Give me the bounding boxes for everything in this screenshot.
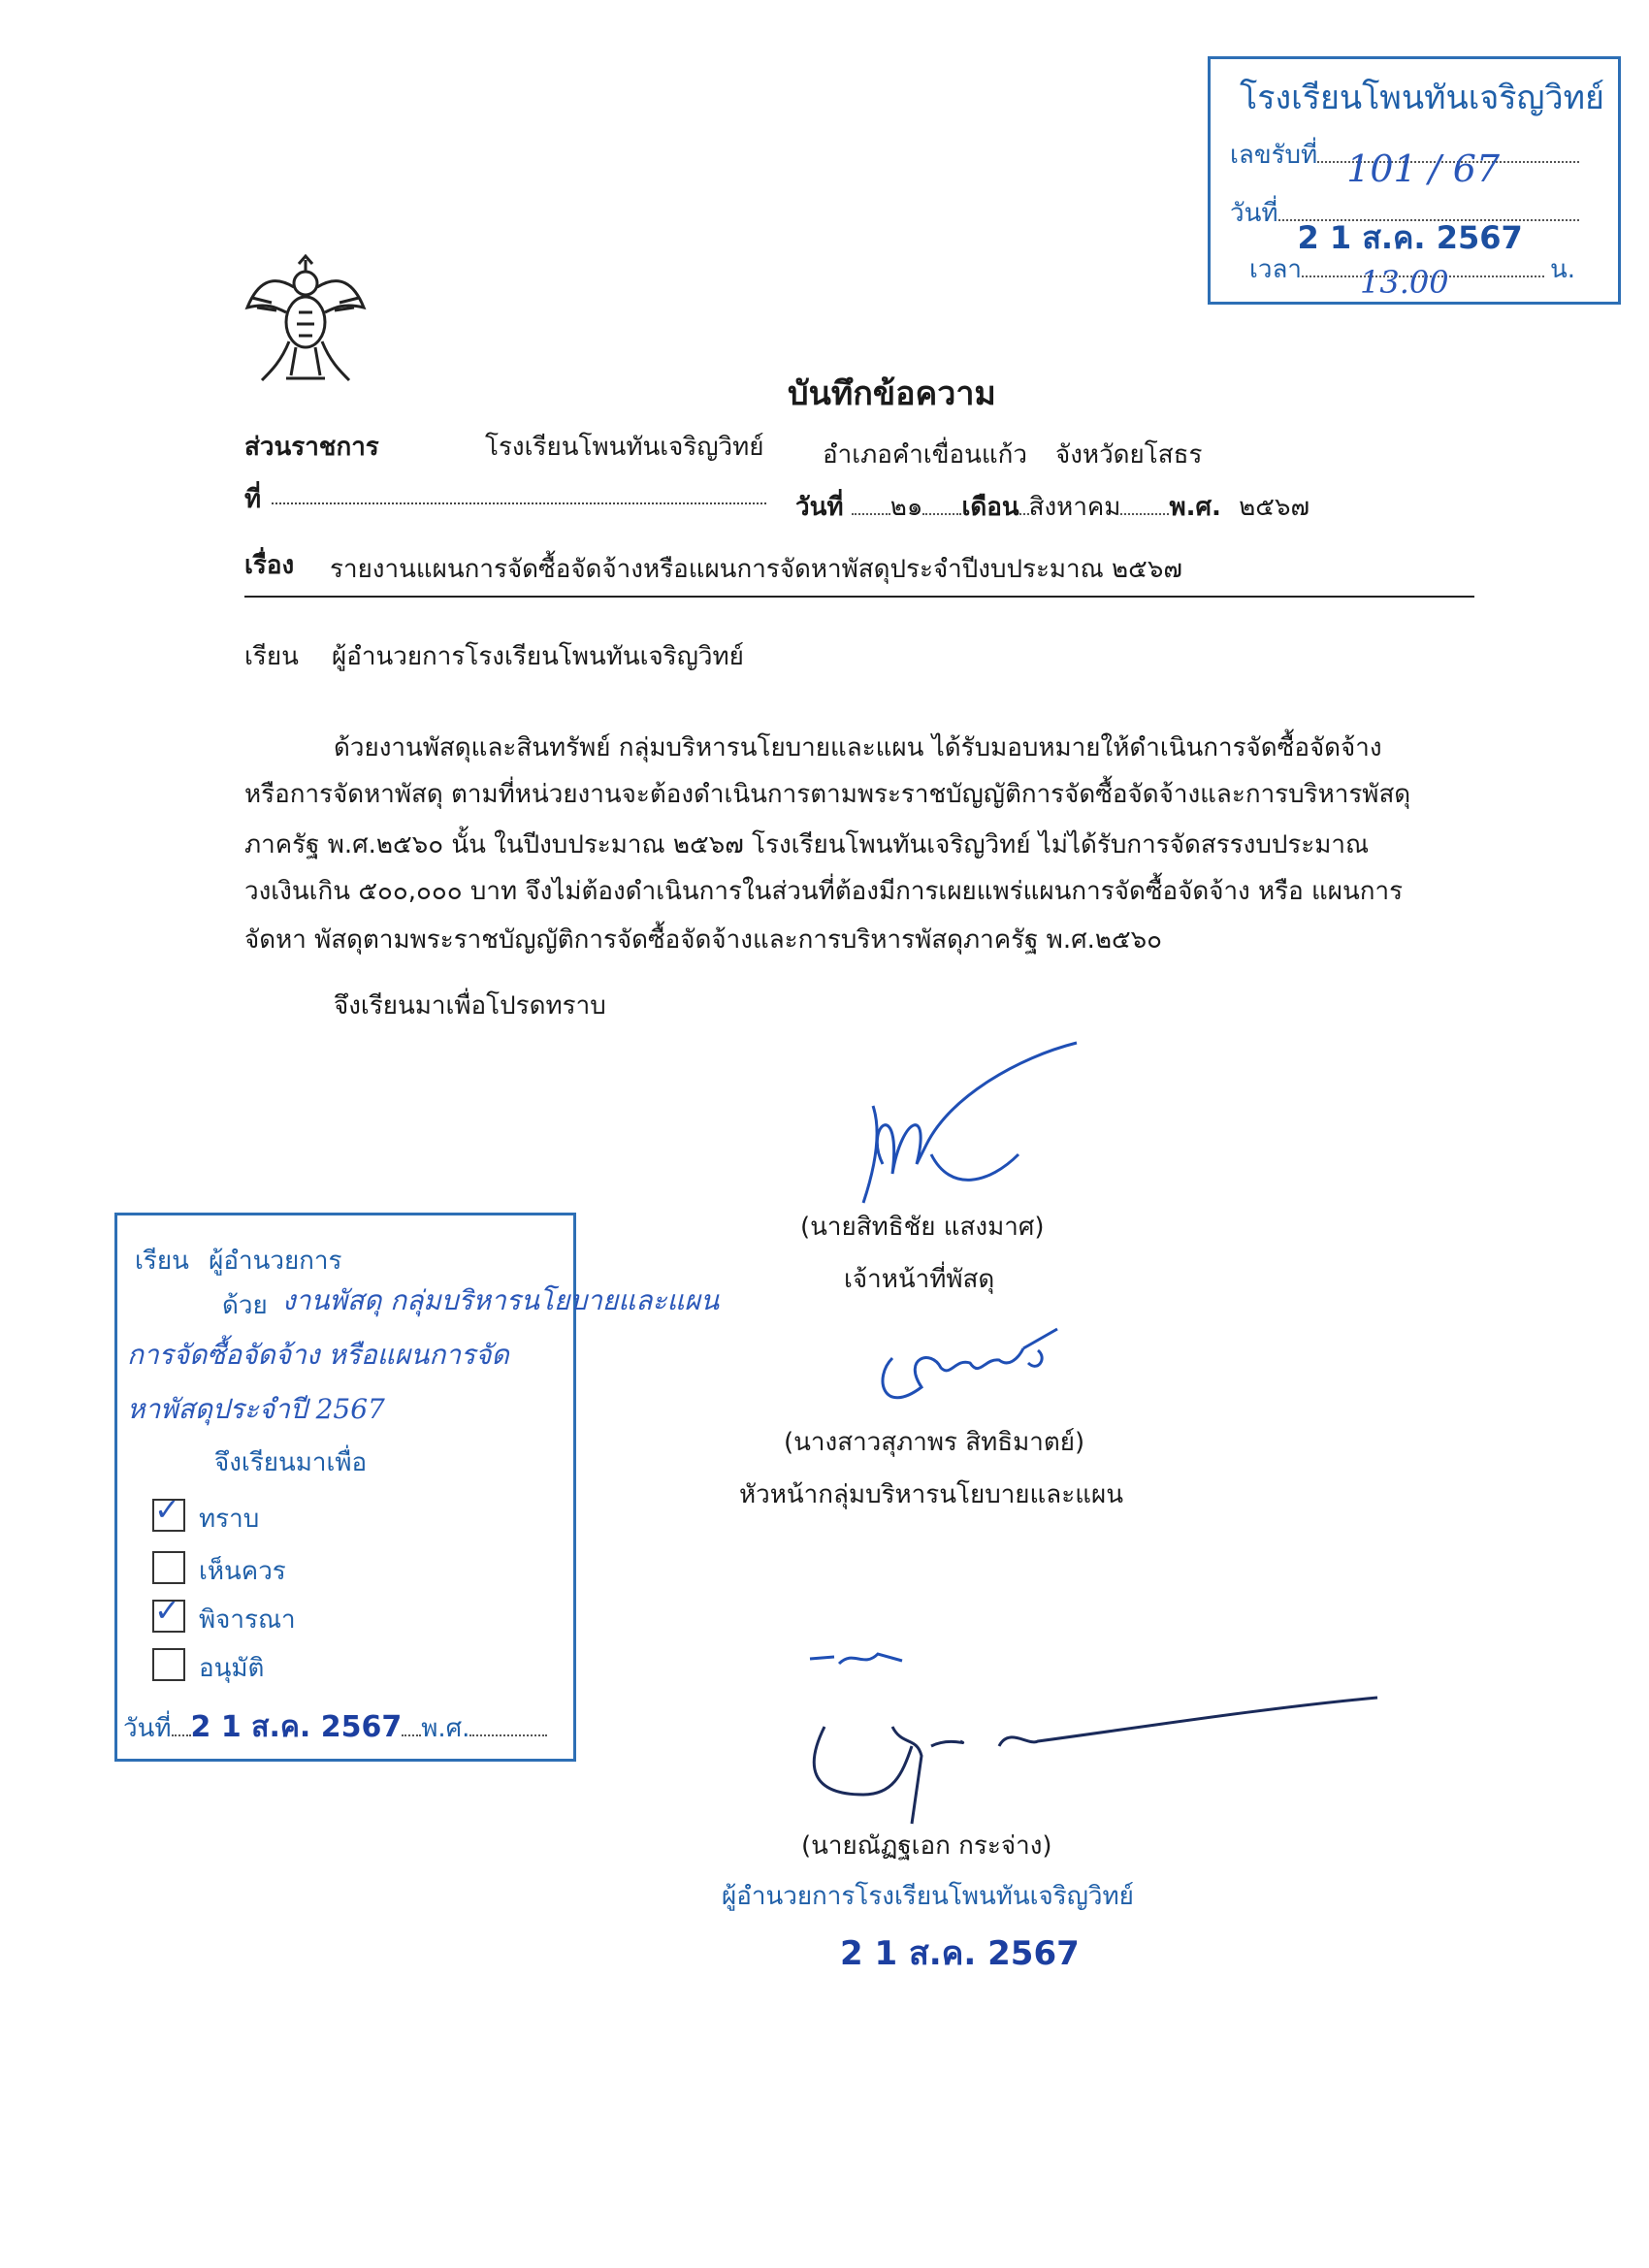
body-line-3: ภาครัฐ พ.ศ.๒๕๖๐ นั้น ในปีงบประมาณ ๒๕๖๗ โรงเรียนโพนทันเจริญวิทย์ ไม่ได้รับการจัดสรรงบประมาณ <box>244 830 1370 859</box>
receive-number-value: 101 / 67 <box>1346 147 1501 190</box>
memo-date-label: วันที่ <box>795 493 844 522</box>
option-label-consider: พิจารณา <box>199 1605 296 1635</box>
signatory-2-position: หัวหน้ากลุ่มบริหารนโยบายและแผน <box>739 1480 1123 1509</box>
option-check-consider: ✓ <box>154 1592 180 1629</box>
signatory-3-position: ผู้อำนวยการโรงเรียนโพนทันเจริญวิทย์ <box>722 1882 1134 1911</box>
director-stamp <box>114 1213 720 1762</box>
garuda-emblem <box>242 254 369 390</box>
memo-month-label: เดือน <box>961 493 1019 522</box>
stamp-handwritten-3: หาพัสดุประจำปี 2567 <box>127 1393 385 1425</box>
receive-number-row <box>1230 135 1579 190</box>
signatory-1-position: เจ้าหน้าที่พัสดุ <box>844 1265 995 1294</box>
receive-time-row <box>1249 249 1576 301</box>
province: จังหวัดยโสธร <box>1055 440 1203 470</box>
option-label-recommend: เห็นควร <box>199 1557 286 1586</box>
receive-time-unit: น. <box>1550 255 1576 284</box>
stamp-to: ผู้อำนวยการ <box>209 1247 342 1276</box>
body-line-1: ด้วยงานพัสดุและสินทรัพย์ กลุ่มบริหารนโยบายและแผน ได้รับมอบหมายให้ดำเนินการจัดซื้อจัดจ้าง <box>334 733 1382 762</box>
receive-time-label: เวลา <box>1249 255 1303 284</box>
option-label-acknowledge: ทราบ <box>199 1505 260 1534</box>
signatory-2-name: (นางสาวสุภาพร สิทธิมาตย์) <box>784 1428 1085 1457</box>
option-check-acknowledge: ✓ <box>154 1491 180 1528</box>
ref-dots <box>272 502 766 504</box>
body-line-5: จัดหา พัสดุตามพระราชบัญญัติการจัดซื้อจัดจ้างและการบริหารพัสดุภาครัฐ พ.ศ.๒๕๖๐ <box>244 925 1163 955</box>
signature-1 <box>844 1038 1106 1222</box>
receive-stamp <box>1208 56 1621 305</box>
closing: จึงเรียนมาเพื่อโปรดทราบ <box>334 991 606 1021</box>
receive-time-value: 13.00 <box>1360 264 1449 301</box>
signatory-3-date: 2 1 ส.ค. 2567 <box>840 1934 1080 1973</box>
subject-rule <box>244 596 1474 598</box>
stamp-to-label: เรียน <box>135 1247 189 1276</box>
memo-date-day: ๒๑ <box>889 493 923 522</box>
option-label-approve: อนุมัติ <box>199 1654 265 1683</box>
stamp-handwritten-1: งานพัสดุ กลุ่มบริหารนโยบายและแผน <box>282 1284 720 1316</box>
receive-stamp-school: โรงเรียนโพนทันเจริญวิทย์ <box>1240 79 1604 117</box>
stamp-year-label: พ.ศ. <box>421 1714 470 1743</box>
stamp-date-label: วันที่ <box>123 1714 172 1743</box>
stamp-because-label: ด้วย <box>222 1291 268 1320</box>
memo-month: สิงหาคม <box>1028 493 1121 522</box>
receive-date-label: วันที่ <box>1230 199 1278 228</box>
ref-label: ที่ <box>244 485 262 514</box>
signatory-1-name: (นายสิทธิชัย แสงมาศ) <box>800 1213 1045 1242</box>
receive-number-label: เลขรับที่ <box>1230 141 1318 170</box>
memo-year: ๒๕๖๗ <box>1239 493 1310 522</box>
subject: รายงานแผนการจัดซื้อจัดจ้างหรือแผนการจัดหาพัสดุประจำปีงบประมาณ ๒๕๖๗ <box>330 555 1182 584</box>
body-line-4: วงเงินเกิน ๕๐๐,๐๐๐ บาท จึงไม่ต้องดำเนินการในส่วนที่ต้องมีการเผยแพร่แผนการจัดซื้อจัดจ้าง หรือ แผนการ <box>244 877 1404 906</box>
district: อำเภอคำเขื่อนแก้ว <box>823 440 1027 470</box>
stamp-date-value: 2 1 ส.ค. 2567 <box>190 1710 403 1744</box>
to-recipient: ผู้อำนวยการโรงเรียนโพนทันเจริญวิทย์ <box>332 642 744 671</box>
stamp-to-row <box>135 1241 342 1280</box>
body-line-2: หรือการจัดหาพัสดุ ตามที่หน่วยงานจะต้องดำเนินการตามพระราชบัญญัติการจัดซื้อจัดจ้างและการบริหารพัสดุ <box>244 780 1411 809</box>
memo-year-label: พ.ศ. <box>1169 493 1221 522</box>
signature-2 <box>863 1319 1067 1426</box>
agency-label: ส่วนราชการ <box>244 433 379 462</box>
subject-label: เรื่อง <box>244 551 295 580</box>
stamp-handwritten-2: การจัดซื้อจัดจ้าง หรือแผนการจัด <box>127 1339 509 1371</box>
signatory-3-name: (นายณัฏฐเอก กระจ่าง) <box>801 1831 1052 1861</box>
memo-title: บันทึกข้อความ <box>788 374 996 413</box>
option-checkbox-recommend[interactable] <box>152 1551 185 1584</box>
stamp-date-row <box>123 1704 547 1750</box>
option-checkbox-approve[interactable] <box>152 1648 185 1681</box>
to-label: เรียน <box>244 642 299 671</box>
agency-value: โรงเรียนโพนทันเจริญวิทย์ <box>485 433 764 462</box>
signature-3 <box>805 1649 1387 1833</box>
receive-date-value: 2 1 ส.ค. 2567 <box>1297 219 1523 256</box>
memo-date-row <box>795 487 1310 527</box>
stamp-purpose: จึงเรียนมาเพื่อ <box>214 1448 368 1477</box>
receive-date-row <box>1230 193 1579 256</box>
